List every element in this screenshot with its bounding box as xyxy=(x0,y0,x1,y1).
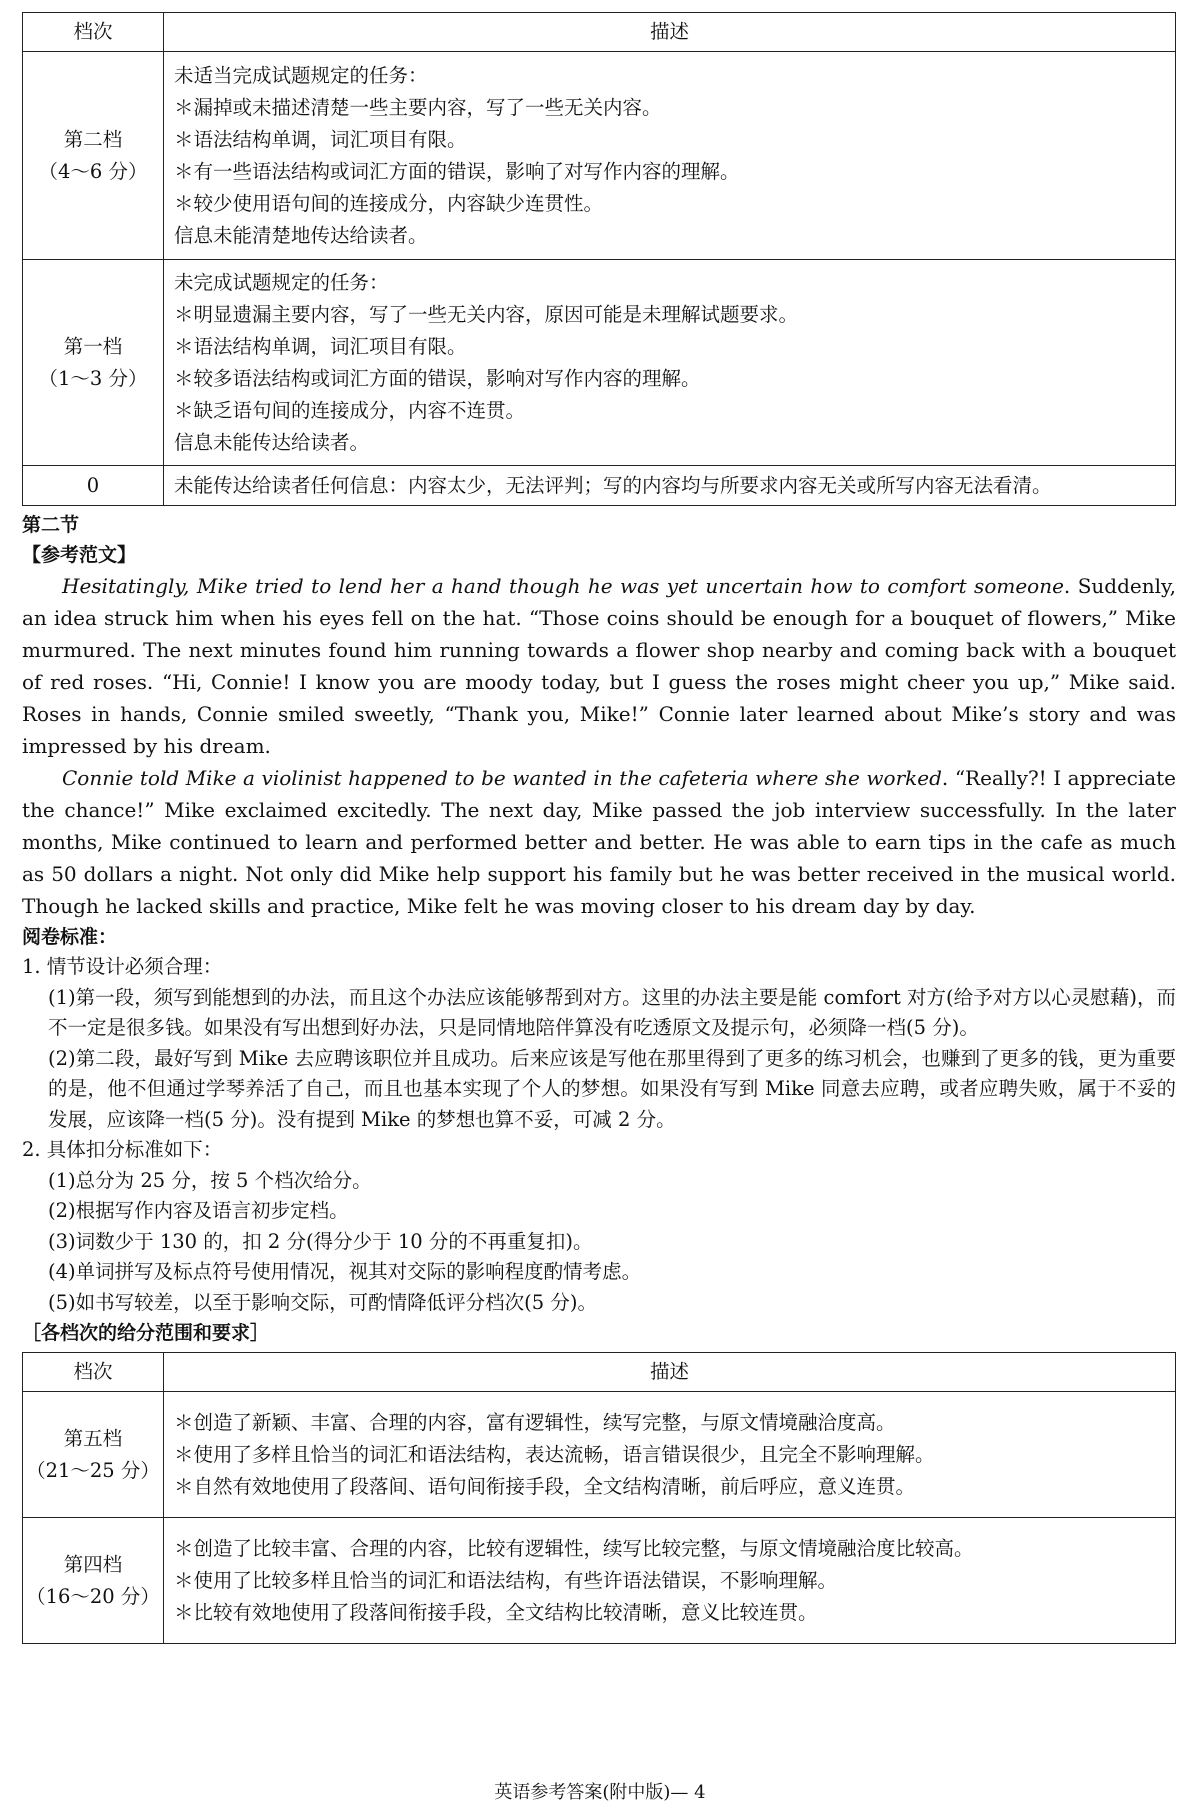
desc-cell xyxy=(164,466,1176,506)
desc-line: ＊自然有效地使用了段落间、语句间衔接手段，全文结构清晰，前后呼应，意义连贯。 xyxy=(174,1474,916,1498)
rule-sub-item: (3)词数少于 130 的，扣 2 分(得分少于 10 分的不再重复扣)。 xyxy=(48,1229,593,1253)
essay-title: 【参考范文】 xyxy=(22,544,137,566)
essay-paragraph-1 xyxy=(22,570,1176,762)
header-desc: 描述 xyxy=(164,1353,1176,1392)
desc-cell xyxy=(164,1518,1176,1644)
table-row xyxy=(23,1518,1176,1644)
essay-p2-body: . “Really?! I appreciate the chance!” Mike exclaimed excitedly. The next day, Mike passed the job interview successfully. In the later months, Mike continued to learn and performed better and better. He was able to earn tips in the cafe as much as 50 dollars a night. Not only did Mike help support his family but he was better received in the musical world. Though he lacked skills and practice, Mike felt he was moving closer to his dream day by day. xyxy=(22,766,1177,918)
header-desc: 描述 xyxy=(164,13,1176,52)
header-level: 档次 xyxy=(23,13,164,52)
desc-line: ＊缺乏语句间的连接成分，内容不连贯。 xyxy=(174,398,526,422)
desc-line: ＊明显遗漏主要内容，写了一些无关内容，原因可能是未理解试题要求。 xyxy=(174,302,799,326)
desc-line: 信息未能清楚地传达给读者。 xyxy=(174,223,428,247)
desc-line: ＊漏掉或未描述清楚一些主要内容，写了一些无关内容。 xyxy=(174,95,662,119)
level-name: 第四档 xyxy=(63,1552,123,1576)
level-cell xyxy=(23,52,164,260)
table-header-row xyxy=(23,13,1176,52)
desc-line: ＊语法结构单调，词汇项目有限。 xyxy=(174,334,467,358)
desc-line: ＊较多语法结构或词汇方面的错误，影响对写作内容的理解。 xyxy=(174,366,701,390)
level-range: （16～20 分） xyxy=(26,1584,160,1608)
model-essay xyxy=(22,570,1176,922)
desc-line: 未完成试题规定的任务： xyxy=(174,270,389,294)
table-row xyxy=(23,52,1176,260)
desc-line: 信息未能传达给读者。 xyxy=(174,430,370,454)
essay-p1-body: . Suddenly, an idea struck him when his eyes fell on the hat. “Those coins should be enough for a bouquet of flowers,” Mike murmured. The next minutes found him running towards a flower shop nearby and coming back with a bouquet of red roses. “Hi, Connie! I know you are moody today, but I guess the roses might cheer you up,” Mike said. Roses in hands, Connie smiled sweetly, “Thank you, Mike!” Connie later learned about Mike’s story and was impressed by his dream. xyxy=(22,574,1177,758)
desc-line: ＊使用了多样且恰当的词汇和语法结构，表达流畅，语言错误很少，且完全不影响理解。 xyxy=(174,1442,935,1466)
desc-line: ＊比较有效地使用了段落间衔接手段，全文结构比较清晰，意义比较连贯。 xyxy=(174,1600,818,1624)
grading-table-top xyxy=(22,12,1176,506)
desc-line: ＊使用了比较多样且恰当的词汇和语法结构，有些许语法错误，不影响理解。 xyxy=(174,1568,838,1592)
desc-cell xyxy=(164,260,1176,466)
desc-line: ＊语法结构单调，词汇项目有限。 xyxy=(174,127,467,151)
level-name: 第一档 xyxy=(63,334,123,358)
table-row xyxy=(23,1392,1176,1518)
level-range: （4～6 分） xyxy=(38,159,148,183)
level-name: 第五档 xyxy=(63,1426,123,1450)
rule-sub-item: (5)如书写较差，以至于影响交际，可酌情降低评分档次(5 分)。 xyxy=(48,1290,597,1314)
level-range: （21～25 分） xyxy=(26,1458,160,1482)
desc-line: 未适当完成试题规定的任务： xyxy=(174,63,428,87)
answer-page xyxy=(22,12,1176,1644)
table-row xyxy=(23,466,1176,506)
rule-item-1: 1. 情节设计必须合理： xyxy=(22,955,223,978)
rule-item-2: 2. 具体扣分标准如下： xyxy=(22,1138,223,1161)
rule-sub-item: (4)单词拼写及标点符号使用情况，视其对交际的影响程度酌情考虑。 xyxy=(48,1260,642,1283)
marking-rules xyxy=(22,952,1176,1318)
essay-p2-lead: Connie told Mike a violinist happened to be wanted in the cafeteria where she worked xyxy=(62,766,942,790)
grading-table-bottom xyxy=(22,1352,1176,1644)
desc-line: ＊创造了比较丰富、合理的内容，比较有逻辑性，续写比较完整，与原文情境融洽度比较高。 xyxy=(174,1536,974,1560)
rule-sub-item: (2)根据写作内容及语言初步定档。 xyxy=(48,1199,349,1222)
rule-item-1-para-2: (2)第二段，最好写到 Mike 去应聘该职位并且成功。后来应该是写他在那里得到了更多的练习机会，也赚到了更多的钱，更为重要的是，他不但通过学琴养活了自己，而且也基本实现了个人的梦想。如果没有写到 Mike 同意去应聘，或者应聘失败，属于不妥的发展，应该降一档(5 分)。没有提到 Mike 的梦想也算不妥，可减 2 分。 xyxy=(48,1046,1176,1131)
level-cell xyxy=(23,1392,164,1518)
level-cell xyxy=(23,466,164,506)
section-title: 第二节 xyxy=(22,514,80,536)
desc-line: 未能传达给读者任何信息：内容太少，无法评判；写的内容均与所要求内容无关或所写内容无法看清。 xyxy=(174,473,1052,497)
level-name: 第二档 xyxy=(63,127,123,151)
level-name: 0 xyxy=(86,473,100,497)
level-cell xyxy=(23,260,164,466)
marking-title: 阅卷标准： xyxy=(22,926,118,948)
desc-line: ＊较少使用语句间的连接成分，内容缺少连贯性。 xyxy=(174,191,604,215)
table-header-row xyxy=(23,1353,1176,1392)
essay-p1-lead: Hesitatingly, Mike tried to lend her a hand though he was yet uncertain how to comfort someone xyxy=(62,574,1064,598)
header-level: 档次 xyxy=(23,1353,164,1392)
desc-cell xyxy=(164,52,1176,260)
table-row xyxy=(23,260,1176,466)
rule-sub-item: (1)总分为 25 分，按 5 个档次给分。 xyxy=(48,1168,372,1192)
essay-paragraph-2 xyxy=(22,762,1176,922)
score-range-title: ［各档次的给分范围和要求］ xyxy=(22,1322,270,1344)
level-cell xyxy=(23,1518,164,1644)
page-footer: 英语参考答案(附中版)— 4 xyxy=(494,1782,706,1803)
rule-item-1-para-1: (1)第一段，须写到能想到的办法，而且这个办法应该能够帮到对方。这里的办法主要是能 comfort 对方(给予对方以心灵慰藉)，而不一定是很多钱。如果没有写出想到好办法，只是同情地陪伴算没有吃透原文及提示句，必须降一档(5 分)。 xyxy=(48,985,1176,1039)
desc-cell xyxy=(164,1392,1176,1518)
desc-line: ＊有一些语法结构或词汇方面的错误，影响了对写作内容的理解。 xyxy=(174,159,740,183)
desc-line: ＊创造了新颖、丰富、合理的内容，富有逻辑性，续写完整，与原文情境融洽度高。 xyxy=(174,1410,896,1434)
level-range: （1～3 分） xyxy=(38,366,148,390)
